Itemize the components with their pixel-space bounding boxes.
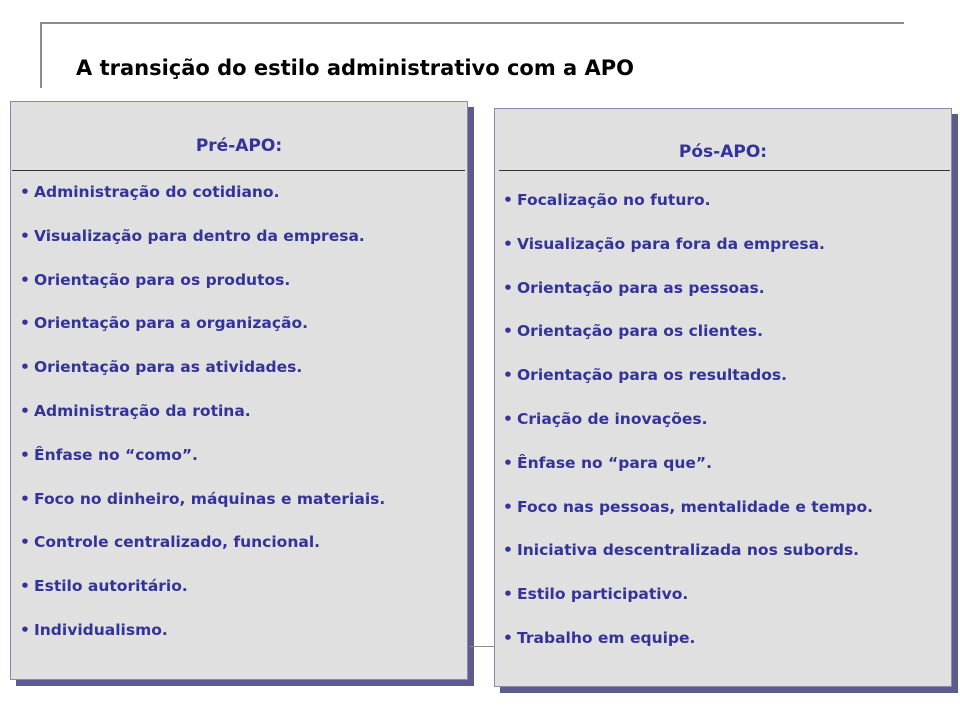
list-item-text: Administração da rotina. <box>34 401 251 420</box>
list-item-text: Estilo participativo. <box>517 585 689 604</box>
list-item-text: Trabalho em equipe. <box>517 628 696 647</box>
bullet-icon: • <box>503 628 513 647</box>
list-item-text: Orientação para as atividades. <box>34 358 303 377</box>
list-item-text: Iniciativa descentralizada nos subords. <box>517 541 860 560</box>
list-item-text: Estilo autoritário. <box>34 577 188 596</box>
bullet-icon: • <box>503 497 513 516</box>
bullet-icon: • <box>503 409 513 428</box>
pos-apo-panel <box>494 108 952 687</box>
list-item-text: Orientação para as pessoas. <box>517 278 765 297</box>
bullet-icon: • <box>503 322 513 341</box>
bullet-icon: • <box>20 358 30 377</box>
pre-apo-list <box>20 182 385 664</box>
list-item <box>503 540 873 584</box>
bullet-icon: • <box>20 445 30 464</box>
bullet-icon: • <box>503 278 513 297</box>
list-item-text: Orientação para os clientes. <box>517 322 763 341</box>
slide-title: A transição do estilo administrativo com a APO <box>76 56 635 80</box>
list-item-text: Focalização no futuro. <box>517 191 711 209</box>
list-item <box>20 489 385 533</box>
list-item <box>503 628 873 672</box>
bullet-icon: • <box>20 270 30 289</box>
list-item <box>20 532 385 576</box>
bullet-icon: • <box>20 489 30 508</box>
bullet-icon: • <box>503 453 513 472</box>
frame-left-line <box>40 22 42 88</box>
bullet-icon: • <box>503 585 513 604</box>
list-item <box>20 226 385 270</box>
list-item <box>503 453 873 497</box>
list-item-text: Foco no dinheiro, máquinas e materiais. <box>34 489 386 508</box>
list-item <box>20 445 385 489</box>
list-item-text: Administração do cotidiano. <box>34 183 280 201</box>
bullet-icon: • <box>20 620 30 639</box>
list-item <box>20 401 385 445</box>
pos-apo-list <box>503 190 873 672</box>
list-item-text: Orientação para os resultados. <box>517 366 788 385</box>
list-item-text: Ênfase no “como”. <box>34 445 198 464</box>
list-item-text: Visualização para fora da empresa. <box>517 234 825 253</box>
list-item <box>503 234 873 278</box>
bullet-icon: • <box>503 234 513 253</box>
bullet-icon: • <box>20 401 30 420</box>
list-item-text: Foco nas pessoas, mentalidade e tempo. <box>517 497 874 516</box>
pos-apo-heading: Pós-APO: <box>678 142 768 162</box>
bullet-icon: • <box>20 183 30 201</box>
pre-apo-panel <box>10 101 468 680</box>
list-item <box>20 576 385 620</box>
list-item <box>20 357 385 401</box>
frame-top-line <box>40 22 904 24</box>
list-item-text: Orientação para a organização. <box>34 314 309 333</box>
bullet-icon: • <box>20 577 30 596</box>
bullet-icon: • <box>20 314 30 333</box>
list-item-text: Visualização para dentro da empresa. <box>34 226 365 245</box>
list-item <box>503 409 873 453</box>
list-item-text: Controle centralizado, funcional. <box>34 533 321 552</box>
bullet-icon: • <box>20 533 30 552</box>
list-item-text: Ênfase no “para que”. <box>517 453 712 472</box>
list-item <box>503 365 873 409</box>
bullet-icon: • <box>503 191 513 209</box>
bullet-icon: • <box>503 541 513 560</box>
list-item <box>503 190 873 234</box>
list-item-text: Orientação para os produtos. <box>34 270 291 289</box>
list-item <box>503 321 873 365</box>
list-item <box>20 313 385 357</box>
list-item <box>503 278 873 322</box>
list-item-text: Individualismo. <box>34 620 168 639</box>
pos-apo-divider <box>499 170 950 171</box>
list-item <box>20 270 385 314</box>
bullet-icon: • <box>503 366 513 385</box>
pre-apo-divider <box>12 170 465 171</box>
list-item <box>503 584 873 628</box>
list-item <box>20 620 385 664</box>
list-item <box>503 497 873 541</box>
list-item <box>20 182 385 226</box>
list-item-text: Criação de inovações. <box>517 409 708 428</box>
bullet-icon: • <box>20 226 30 245</box>
pre-apo-heading: Pré-APO: <box>195 136 283 156</box>
